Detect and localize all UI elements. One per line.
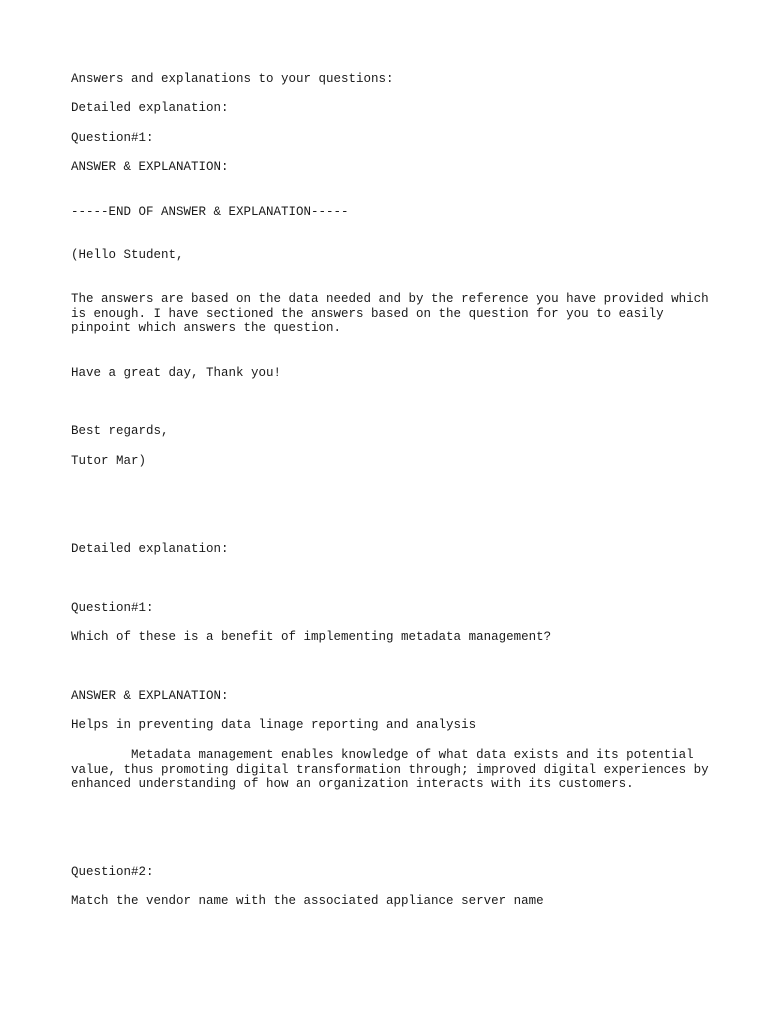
greeting-text: (Hello Student, (71, 248, 184, 262)
question-text: Which of these is a benefit of implementing metadata management? (71, 630, 552, 644)
detailed-explanation-heading: Detailed explanation: (71, 101, 229, 115)
answer-text: Helps in preventing data linage reporting and analysis (71, 718, 477, 732)
answer-explanation-heading: ANSWER & EXPLANATION: (71, 689, 229, 703)
detailed-explanation-heading: Detailed explanation: (71, 542, 229, 556)
question-text: Match the vendor name with the associated appliance server name (71, 894, 544, 908)
end-of-answer-marker: -----END OF ANSWER & EXPLANATION----- (71, 205, 349, 219)
intro-text: Answers and explanations to your questions: (71, 72, 394, 86)
answer-explanation-heading: ANSWER & EXPLANATION: (71, 160, 229, 174)
explanation-paragraph: Metadata management enables knowledge of what data exists and its potential value, thus promoting digital transformation through; improved digital experiences by enhanced understanding of how an organization interacts with its customers. (71, 748, 717, 791)
question-label: Question#1: (71, 131, 154, 145)
closing-wish: Have a great day, Thank you! (71, 366, 282, 380)
signature: Tutor Mar) (71, 454, 147, 468)
question-label: Question#1: (71, 601, 154, 615)
sign-off: Best regards, (71, 424, 169, 438)
body-paragraph: The answers are based on the data needed and by the reference you have provided which is enough. I have sectioned the answers based on the question for you to easily pinpoint which answers the question. (71, 292, 717, 335)
question-label: Question#2: (71, 865, 154, 879)
